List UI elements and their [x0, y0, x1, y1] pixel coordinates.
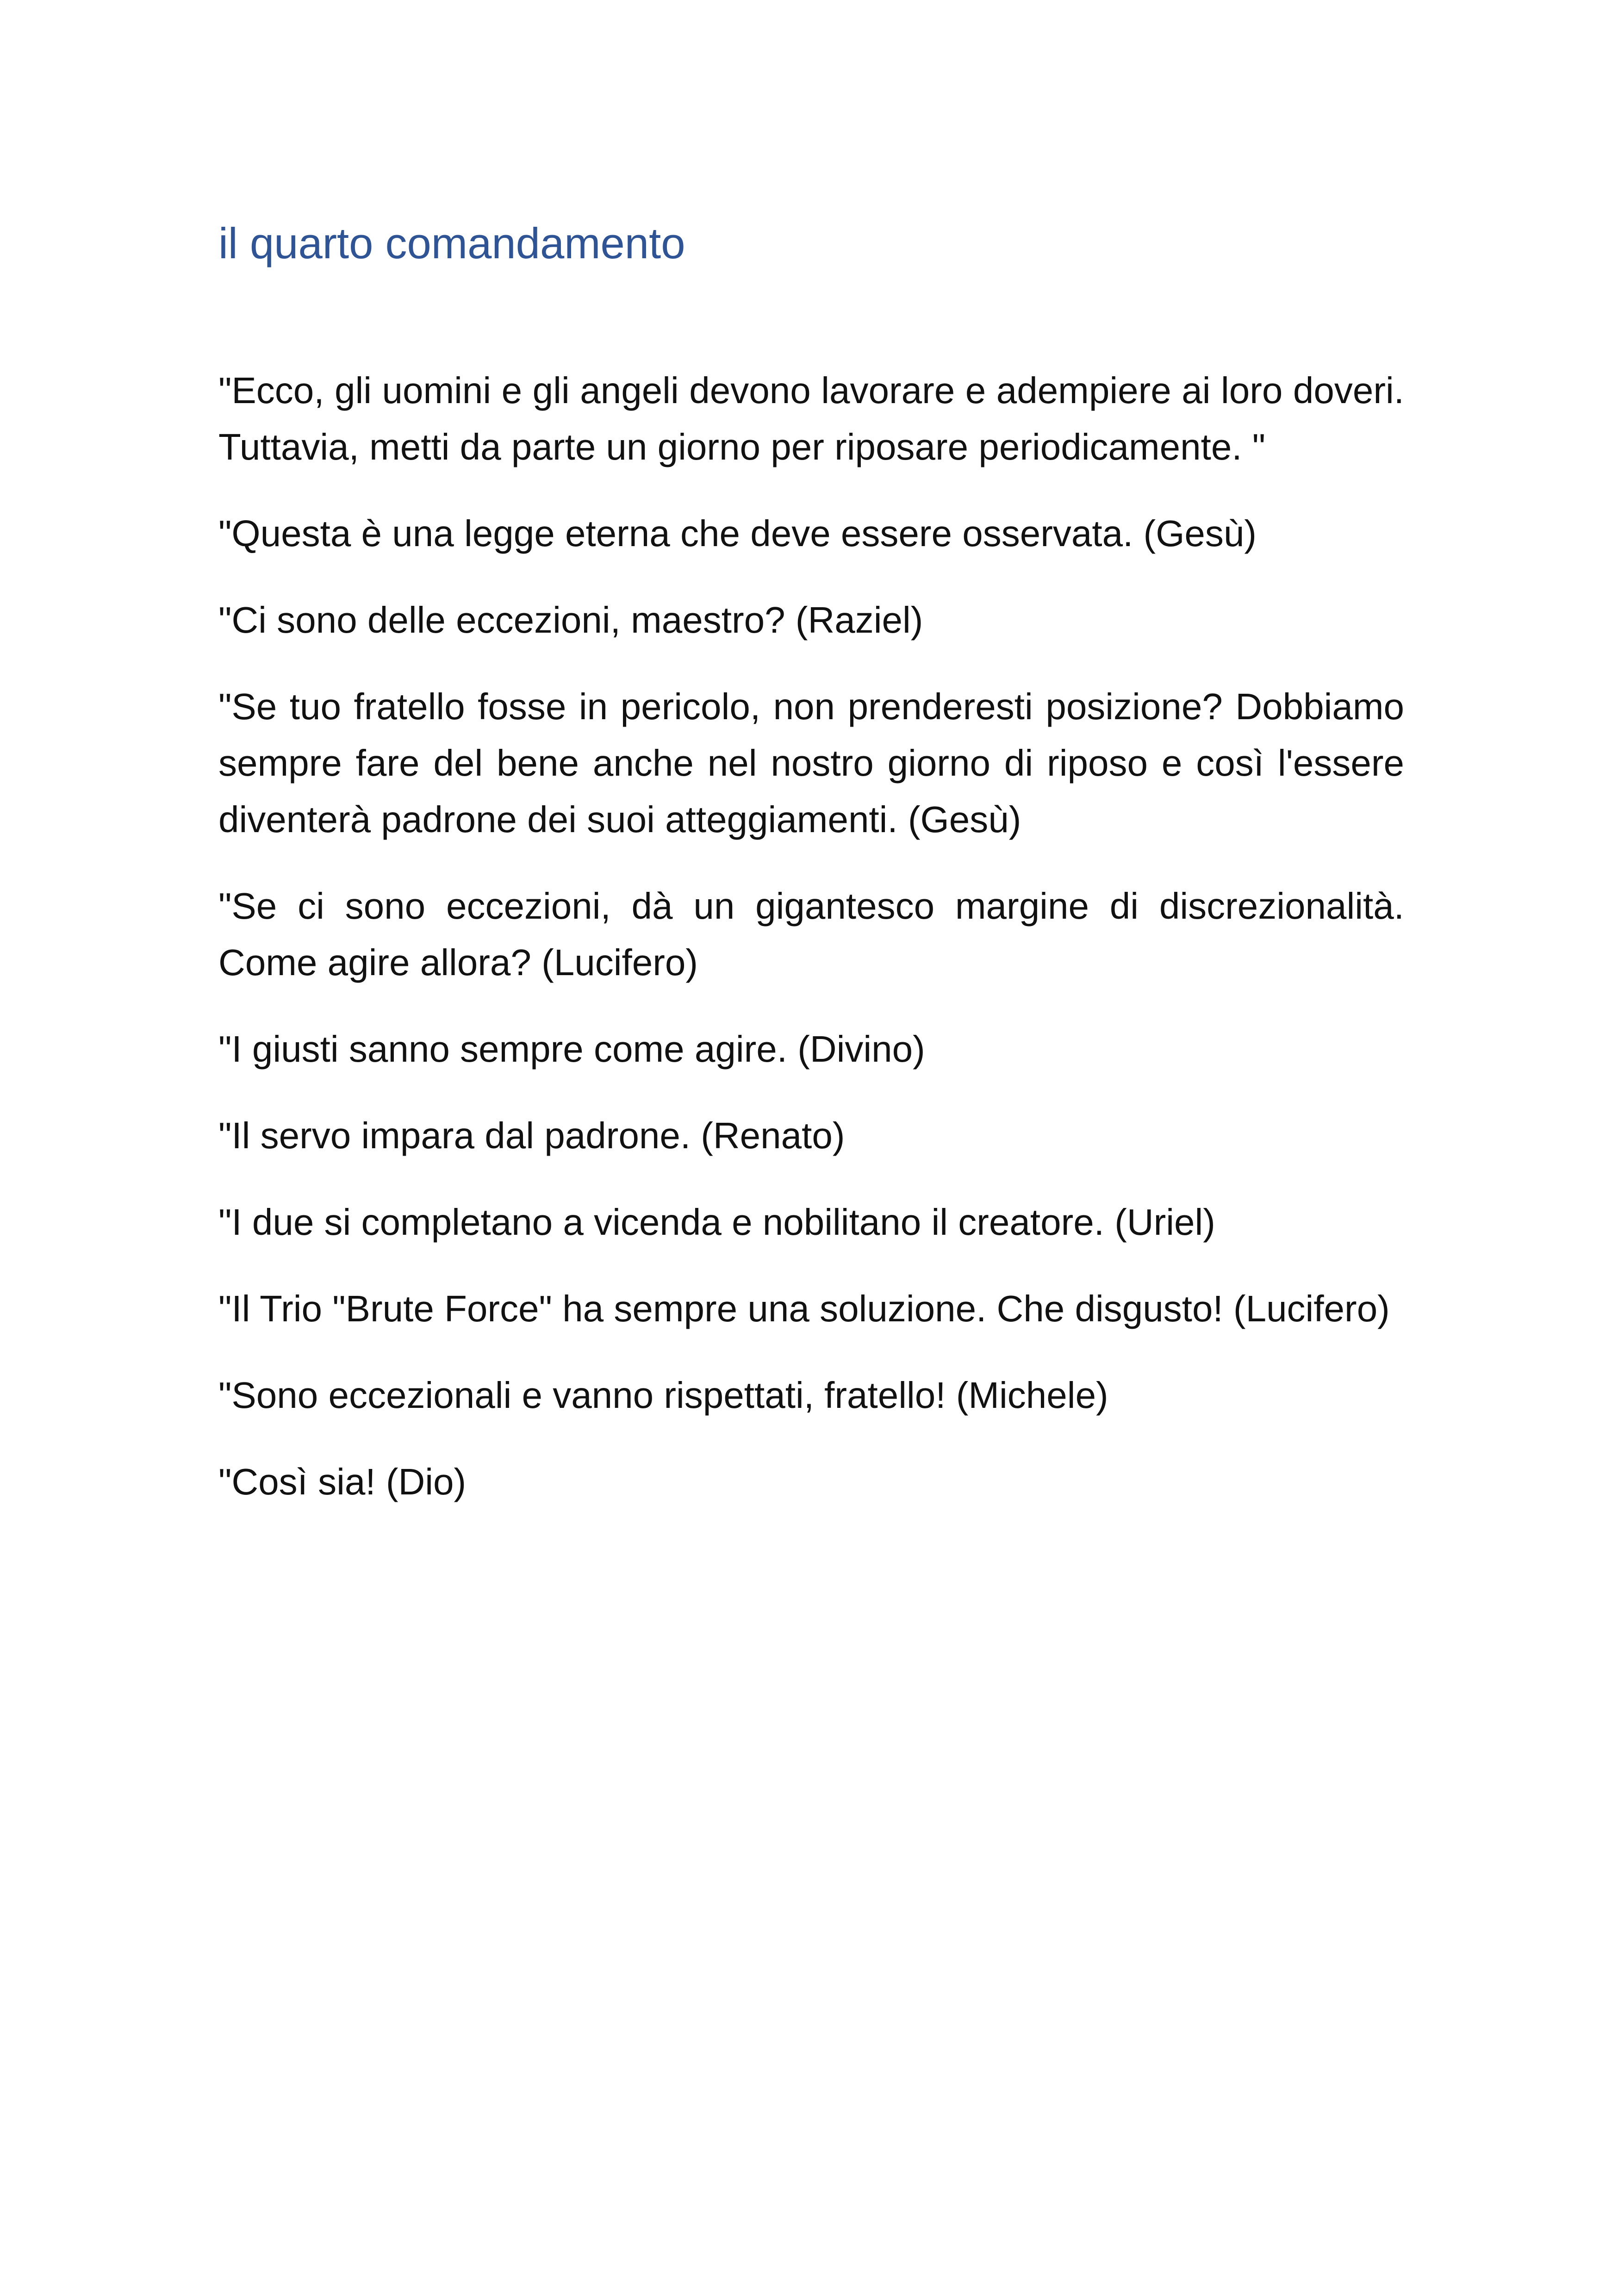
paragraph: "Il servo impara dal padrone. (Renato) — [218, 1114, 845, 1156]
paragraph: "I due si completano a vicenda e nobilitano il creatore. (Uriel) — [218, 1201, 1215, 1243]
paragraph: "Questa è una legge eterna che deve essere osservata. (Gesù) — [218, 512, 1257, 554]
paragraph: "Così sia! (Dio) — [218, 1461, 467, 1502]
paragraph: "Se ci sono eccezioni, dà un gigantesco margine di discrezionalità. Come agire allora? (Lucifero) — [218, 885, 1404, 983]
document-title: il quarto comandamento — [218, 219, 685, 268]
paragraph: "I giusti sanno sempre come agire. (Divino) — [218, 1028, 925, 1070]
paragraph: "Il Trio "Brute Force" ha sempre una soluzione. Che disgusto! (Lucifero) — [218, 1288, 1390, 1329]
paragraph: "Sono eccezionali e vanno rispettati, fratello! (Michele) — [218, 1374, 1108, 1416]
document-body — [218, 218, 1404, 1540]
paragraph: "Ci sono delle eccezioni, maestro? (Raziel) — [218, 599, 923, 641]
paragraph: "Ecco, gli uomini e gli angeli devono lavorare e adempiere ai loro doveri. Tuttavia, metti da parte un giorno per riposare periodicamente. " — [218, 369, 1404, 467]
paragraph: "Se tuo fratello fosse in pericolo, non prenderesti posizione? Dobbiamo sempre fare del bene anche nel nostro giorno di riposo e così l'essere diventerà padrone dei suoi atteggiamenti. (Gesù) — [218, 685, 1404, 840]
